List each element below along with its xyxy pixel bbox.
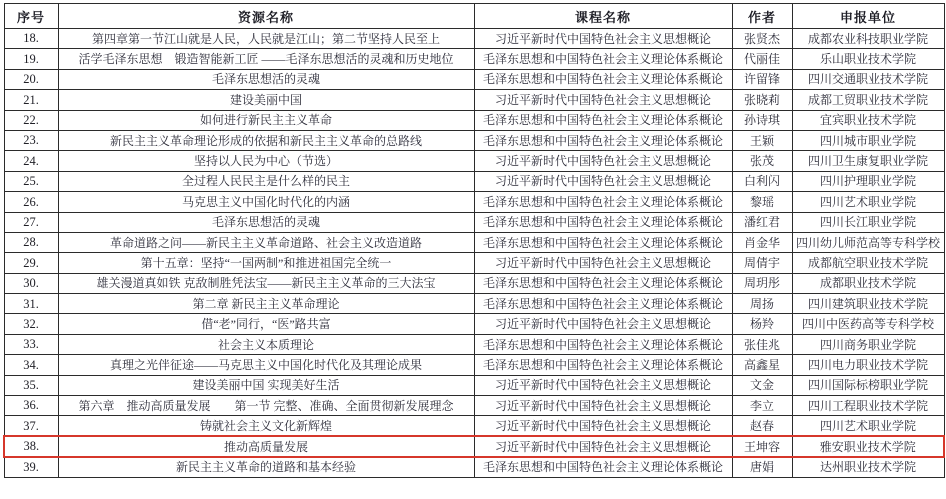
cell-author: 张佳兆 — [732, 334, 792, 354]
cell-resource: 建设美丽中国 — [58, 90, 474, 110]
col-header-index: 序号 — [4, 4, 58, 29]
cell-resource: 坚持以人民为中心（节选） — [58, 151, 474, 171]
cell-index: 20. — [4, 69, 58, 89]
cell-author: 周扬 — [732, 294, 792, 314]
cell-resource: 马克思主义中国化时代化的内涵 — [58, 192, 474, 212]
table-row — [4, 69, 944, 89]
cell-course: 毛泽东思想和中国特色社会主义理论体系概论 — [474, 110, 732, 130]
cell-unit: 四川艺术职业学院 — [792, 192, 944, 212]
cell-author: 高鑫星 — [732, 355, 792, 375]
cell-resource: 铸就社会主义文化新辉煌 — [58, 416, 474, 436]
cell-index: 26. — [4, 192, 58, 212]
cell-course: 习近平新时代中国特色社会主义思想概论 — [474, 436, 732, 456]
cell-unit: 成都工贸职业技术学院 — [792, 90, 944, 110]
cell-course: 毛泽东思想和中国特色社会主义理论体系概论 — [474, 273, 732, 293]
cell-resource: 新民主主义革命理论形成的依据和新民主主义革命的总路线 — [58, 130, 474, 150]
cell-resource: 第六章 推动高质量发展 第一节 完整、准确、全面贯彻新发展理念 — [58, 396, 474, 416]
cell-course: 习近平新时代中国特色社会主义思想概论 — [474, 375, 732, 395]
table-row — [4, 49, 944, 69]
cell-index: 36. — [4, 396, 58, 416]
cell-index: 30. — [4, 273, 58, 293]
table-row — [4, 29, 944, 49]
cell-resource: 第十五章：坚持“一国两制”和推进祖国完全统一 — [58, 253, 474, 273]
table-row — [4, 212, 944, 232]
cell-resource: 借“老”同行，“医”路共富 — [58, 314, 474, 334]
cell-resource: 推动高质量发展 — [58, 436, 474, 456]
cell-index: 19. — [4, 49, 58, 69]
cell-unit: 四川卫生康复职业学院 — [792, 151, 944, 171]
table-row — [4, 396, 944, 416]
table-row — [4, 90, 944, 110]
cell-unit: 宜宾职业技术学院 — [792, 110, 944, 130]
cell-author: 李立 — [732, 396, 792, 416]
cell-author: 孙诗琪 — [732, 110, 792, 130]
cell-unit: 四川交通职业技术学院 — [792, 69, 944, 89]
col-header-course: 课程名称 — [474, 4, 732, 29]
table-row — [4, 416, 944, 436]
cell-course: 习近平新时代中国特色社会主义思想概论 — [474, 396, 732, 416]
cell-author: 唐娟 — [732, 457, 792, 477]
cell-unit: 四川长江职业学院 — [792, 212, 944, 232]
cell-author: 王颖 — [732, 130, 792, 150]
cell-index: 35. — [4, 375, 58, 395]
cell-resource: 第二章 新民主主义革命理论 — [58, 294, 474, 314]
cell-index: 22. — [4, 110, 58, 130]
cell-author: 周玥彤 — [732, 273, 792, 293]
table-row — [4, 375, 944, 395]
cell-index: 32. — [4, 314, 58, 334]
cell-resource: 雄关漫道真如铁 克敌制胜凭法宝——新民主主义革命的三大法宝 — [58, 273, 474, 293]
cell-course: 毛泽东思想和中国特色社会主义理论体系概论 — [474, 294, 732, 314]
cell-author: 肖金华 — [732, 232, 792, 252]
cell-author: 周倩宇 — [732, 253, 792, 273]
cell-author: 许留锋 — [732, 69, 792, 89]
cell-unit: 成都航空职业技术学院 — [792, 253, 944, 273]
cell-author: 潘红君 — [732, 212, 792, 232]
cell-resource: 社会主义本质理论 — [58, 334, 474, 354]
cell-index: 27. — [4, 212, 58, 232]
cell-author: 黎瑶 — [732, 192, 792, 212]
cell-author: 杨羚 — [732, 314, 792, 334]
cell-resource: 新民主主义革命的道路和基本经验 — [58, 457, 474, 477]
table-row — [4, 334, 944, 354]
cell-resource: 建设美丽中国 实现美好生活 — [58, 375, 474, 395]
cell-course: 毛泽东思想和中国特色社会主义理论体系概论 — [474, 457, 732, 477]
table-row — [4, 192, 944, 212]
col-header-unit: 申报单位 — [792, 4, 944, 29]
cell-resource: 活学毛泽东思想 锻造智能新工匠 ——毛泽东思想活的灵魂和历史地位 — [58, 49, 474, 69]
cell-course: 毛泽东思想和中国特色社会主义理论体系概论 — [474, 49, 732, 69]
cell-course: 习近平新时代中国特色社会主义思想概论 — [474, 416, 732, 436]
cell-index: 24. — [4, 151, 58, 171]
cell-course: 毛泽东思想和中国特色社会主义理论体系概论 — [474, 130, 732, 150]
cell-course: 习近平新时代中国特色社会主义思想概论 — [474, 151, 732, 171]
table-row — [4, 130, 944, 150]
cell-index: 39. — [4, 457, 58, 477]
resources-table — [3, 3, 945, 478]
header-row — [4, 4, 944, 29]
cell-course: 习近平新时代中国特色社会主义思想概论 — [474, 314, 732, 334]
cell-index: 34. — [4, 355, 58, 375]
cell-unit: 四川中医药高等专科学校 — [792, 314, 944, 334]
cell-author: 赵春 — [732, 416, 792, 436]
cell-author: 白利闪 — [732, 171, 792, 191]
cell-index: 29. — [4, 253, 58, 273]
cell-course: 毛泽东思想和中国特色社会主义理论体系概论 — [474, 334, 732, 354]
cell-unit: 四川国际标榜职业学院 — [792, 375, 944, 395]
cell-course: 毛泽东思想和中国特色社会主义理论体系概论 — [474, 69, 732, 89]
cell-author: 王坤容 — [732, 436, 792, 456]
cell-index: 33. — [4, 334, 58, 354]
cell-unit: 四川城市职业学院 — [792, 130, 944, 150]
cell-unit: 四川工程职业技术学院 — [792, 396, 944, 416]
cell-author: 文金 — [732, 375, 792, 395]
cell-index: 28. — [4, 232, 58, 252]
table-row — [4, 110, 944, 130]
table-row-highlighted — [4, 436, 944, 456]
cell-resource: 全过程人民民主是什么样的民主 — [58, 171, 474, 191]
table-body — [4, 29, 944, 478]
cell-course: 习近平新时代中国特色社会主义思想概论 — [474, 29, 732, 49]
table-row — [4, 171, 944, 191]
cell-author: 张茂 — [732, 151, 792, 171]
cell-unit: 达州职业技术学院 — [792, 457, 944, 477]
cell-resource: 毛泽东思想活的灵魂 — [58, 212, 474, 232]
cell-resource: 毛泽东思想活的灵魂 — [58, 69, 474, 89]
table-row — [4, 355, 944, 375]
cell-course: 习近平新时代中国特色社会主义思想概论 — [474, 253, 732, 273]
cell-index: 21. — [4, 90, 58, 110]
cell-unit: 四川电力职业技术学院 — [792, 355, 944, 375]
cell-unit: 成都农业科技职业学院 — [792, 29, 944, 49]
cell-unit: 成都职业技术学院 — [792, 273, 944, 293]
cell-author: 代丽佳 — [732, 49, 792, 69]
cell-index: 31. — [4, 294, 58, 314]
cell-course: 习近平新时代中国特色社会主义思想概论 — [474, 90, 732, 110]
cell-unit: 四川幼儿师范高等专科学校 — [792, 232, 944, 252]
cell-resource: 第四章第一节江山就是人民，人民就是江山；第二节坚持人民至上 — [58, 29, 474, 49]
table-row — [4, 457, 944, 477]
cell-resource: 真理之光伴征途——马克思主义中国化时代化及其理论成果 — [58, 355, 474, 375]
cell-resource: 如何进行新民主主义革命 — [58, 110, 474, 130]
cell-course: 习近平新时代中国特色社会主义思想概论 — [474, 171, 732, 191]
cell-course: 毛泽东思想和中国特色社会主义理论体系概论 — [474, 355, 732, 375]
cell-author: 张晓莉 — [732, 90, 792, 110]
table-row — [4, 253, 944, 273]
col-header-resource: 资源名称 — [58, 4, 474, 29]
table-row — [4, 273, 944, 293]
table-row — [4, 232, 944, 252]
col-header-author: 作者 — [732, 4, 792, 29]
cell-index: 25. — [4, 171, 58, 191]
cell-index: 37. — [4, 416, 58, 436]
cell-course: 毛泽东思想和中国特色社会主义理论体系概论 — [474, 212, 732, 232]
cell-unit: 雅安职业技术学院 — [792, 436, 944, 456]
cell-unit: 乐山职业技术学院 — [792, 49, 944, 69]
cell-index: 18. — [4, 29, 58, 49]
cell-index: 38. — [4, 436, 58, 456]
cell-unit: 四川商务职业学院 — [792, 334, 944, 354]
cell-unit: 四川护理职业学院 — [792, 171, 944, 191]
cell-index: 23. — [4, 130, 58, 150]
cell-unit: 四川建筑职业技术学院 — [792, 294, 944, 314]
table-row — [4, 314, 944, 334]
cell-course: 毛泽东思想和中国特色社会主义理论体系概论 — [474, 192, 732, 212]
table-row — [4, 151, 944, 171]
table-row — [4, 294, 944, 314]
cell-author: 张贤杰 — [732, 29, 792, 49]
cell-resource: 革命道路之问——新民主主义革命道路、社会主义改造道路 — [58, 232, 474, 252]
cell-course: 毛泽东思想和中国特色社会主义理论体系概论 — [474, 232, 732, 252]
cell-unit: 四川艺术职业学院 — [792, 416, 944, 436]
table-header — [4, 4, 944, 29]
